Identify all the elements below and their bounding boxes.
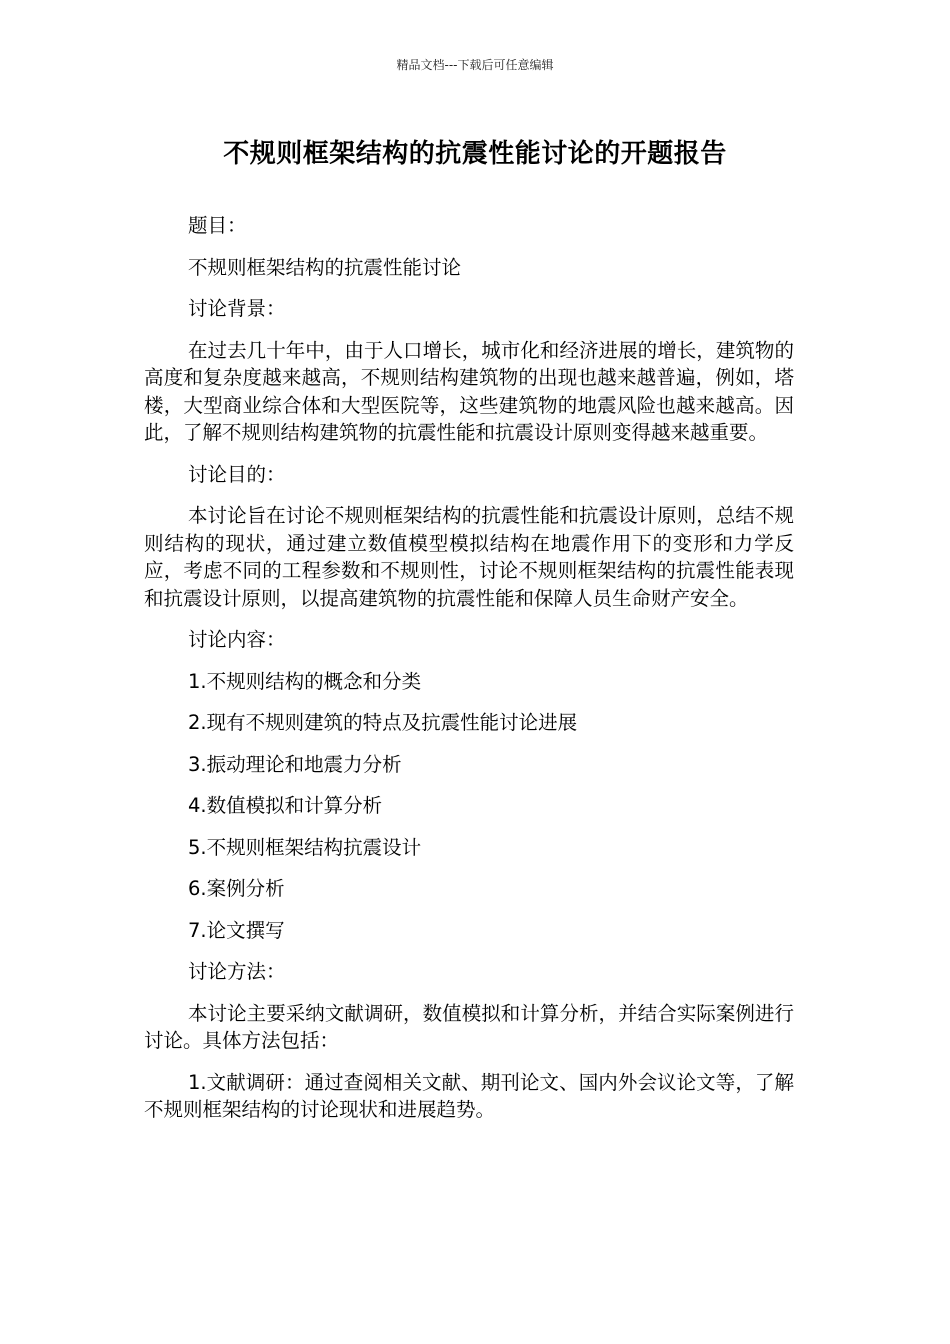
method-item-1: 1.文献调研：通过查阅相关文献、期刊论文、国内外会议论文等，了解不规则框架结构的讨论现状和进展趋势。	[144, 1070, 794, 1121]
label-topic: 题目：	[188, 214, 247, 237]
content-item-4: 4.数值模拟和计算分析	[188, 794, 383, 817]
document-body	[144, 212, 794, 1138]
content-item-5: 5.不规则框架结构抗震设计	[188, 835, 422, 859]
background-text: 在过去几十年中，由于人口增长，城市化和经济进展的增长，建筑物的高度和复杂度越来越高，不规则结构建筑物的出现也越来越普遍，例如，塔楼，大型商业综合体和大型医院等，这些建筑物的地震风险也越来越高。因此，了解不规则结构建筑物的抗震性能和抗震设计原则变得越来越重要。	[144, 338, 794, 444]
content-item-7: 7.论文撰写	[188, 918, 285, 942]
content-item-2: 2.现有不规则建筑的特点及抗震性能讨论进展	[188, 711, 578, 734]
label-purpose: 讨论目的：	[188, 462, 286, 486]
header-note: 精品文档---下载后可任意编辑	[396, 58, 554, 72]
document-title: 不规则框架结构的抗震性能讨论的开题报告	[223, 139, 727, 169]
content-item-6: 6.案例分析	[188, 877, 285, 900]
topic-text: 不规则框架结构的抗震性能讨论	[188, 255, 462, 279]
label-background: 讨论背景：	[188, 297, 286, 320]
purpose-text: 本讨论旨在讨论不规则框架结构的抗震性能和抗震设计原则，总结不规则结构的现状，通过建立数值模型模拟结构在地震作用下的变形和力学反应，考虑不同的工程参数和不规则性，讨论不规则框架结构的抗震性能表现和抗震设计原则，以提高建筑物的抗震性能和保障人员生命财产安全。	[144, 504, 794, 610]
label-method: 讨论方法：	[188, 960, 286, 983]
content-item-1: 1.不规则结构的概念和分类	[188, 669, 422, 693]
content-item-3: 3.振动理论和地震力分析	[188, 752, 402, 776]
label-content: 讨论内容：	[188, 628, 286, 651]
method-text: 本讨论主要采纳文献调研，数值模拟和计算分析，并结合实际案例进行讨论。具体方法包括：	[144, 1001, 794, 1052]
